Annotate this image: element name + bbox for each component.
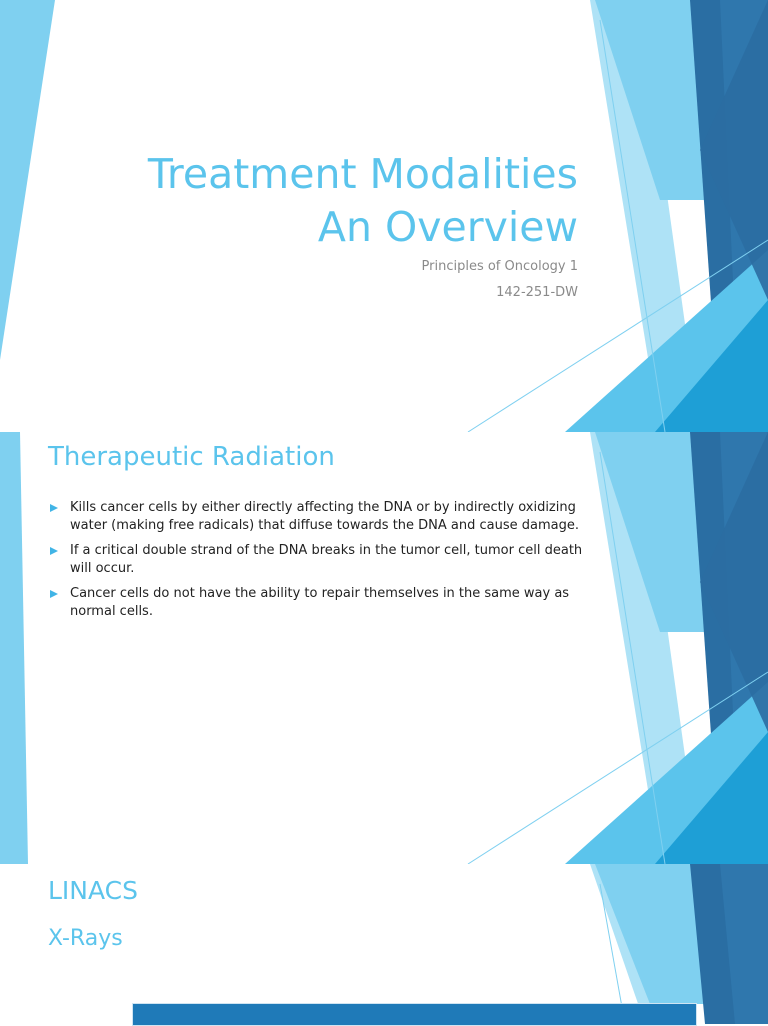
arrow-bullet-icon	[50, 547, 58, 555]
bullet-list	[48, 499, 588, 628]
bullet-text: If a critical double strand of the DNA breaks in the tumor cell, tumor cell death will occur.	[70, 543, 583, 576]
arrow-bullet-icon	[50, 590, 58, 598]
bullet-text: Kills cancer cells by either directly affecting the DNA or by indirectly oxidizing water (making free radicals) that diffuse towards the DNA and cause damage.	[70, 500, 579, 533]
content-slide	[0, 432, 768, 864]
bullet-text: Cancer cells do not have the ability to repair themselves in the same way as normal cells.	[70, 586, 570, 619]
bullet-item	[48, 542, 588, 578]
bullet-item	[48, 499, 588, 535]
bullet-item	[48, 585, 588, 621]
title-slide	[0, 0, 768, 432]
blue-content-bar	[132, 1003, 697, 1026]
section-heading: LINACS	[48, 876, 138, 905]
subtitle-course: Principles of Oncology 1	[421, 259, 578, 274]
title-line-1: Treatment Modalities	[147, 150, 578, 198]
slide-decoration	[0, 432, 768, 864]
arrow-bullet-icon	[50, 504, 58, 512]
title-line-2: An Overview	[317, 203, 578, 251]
section-subheading: X-Rays	[48, 926, 123, 951]
slide-title	[148, 148, 578, 254]
subtitle-code: 142-251-DW	[496, 285, 578, 300]
section-heading: Therapeutic Radiation	[48, 442, 335, 472]
